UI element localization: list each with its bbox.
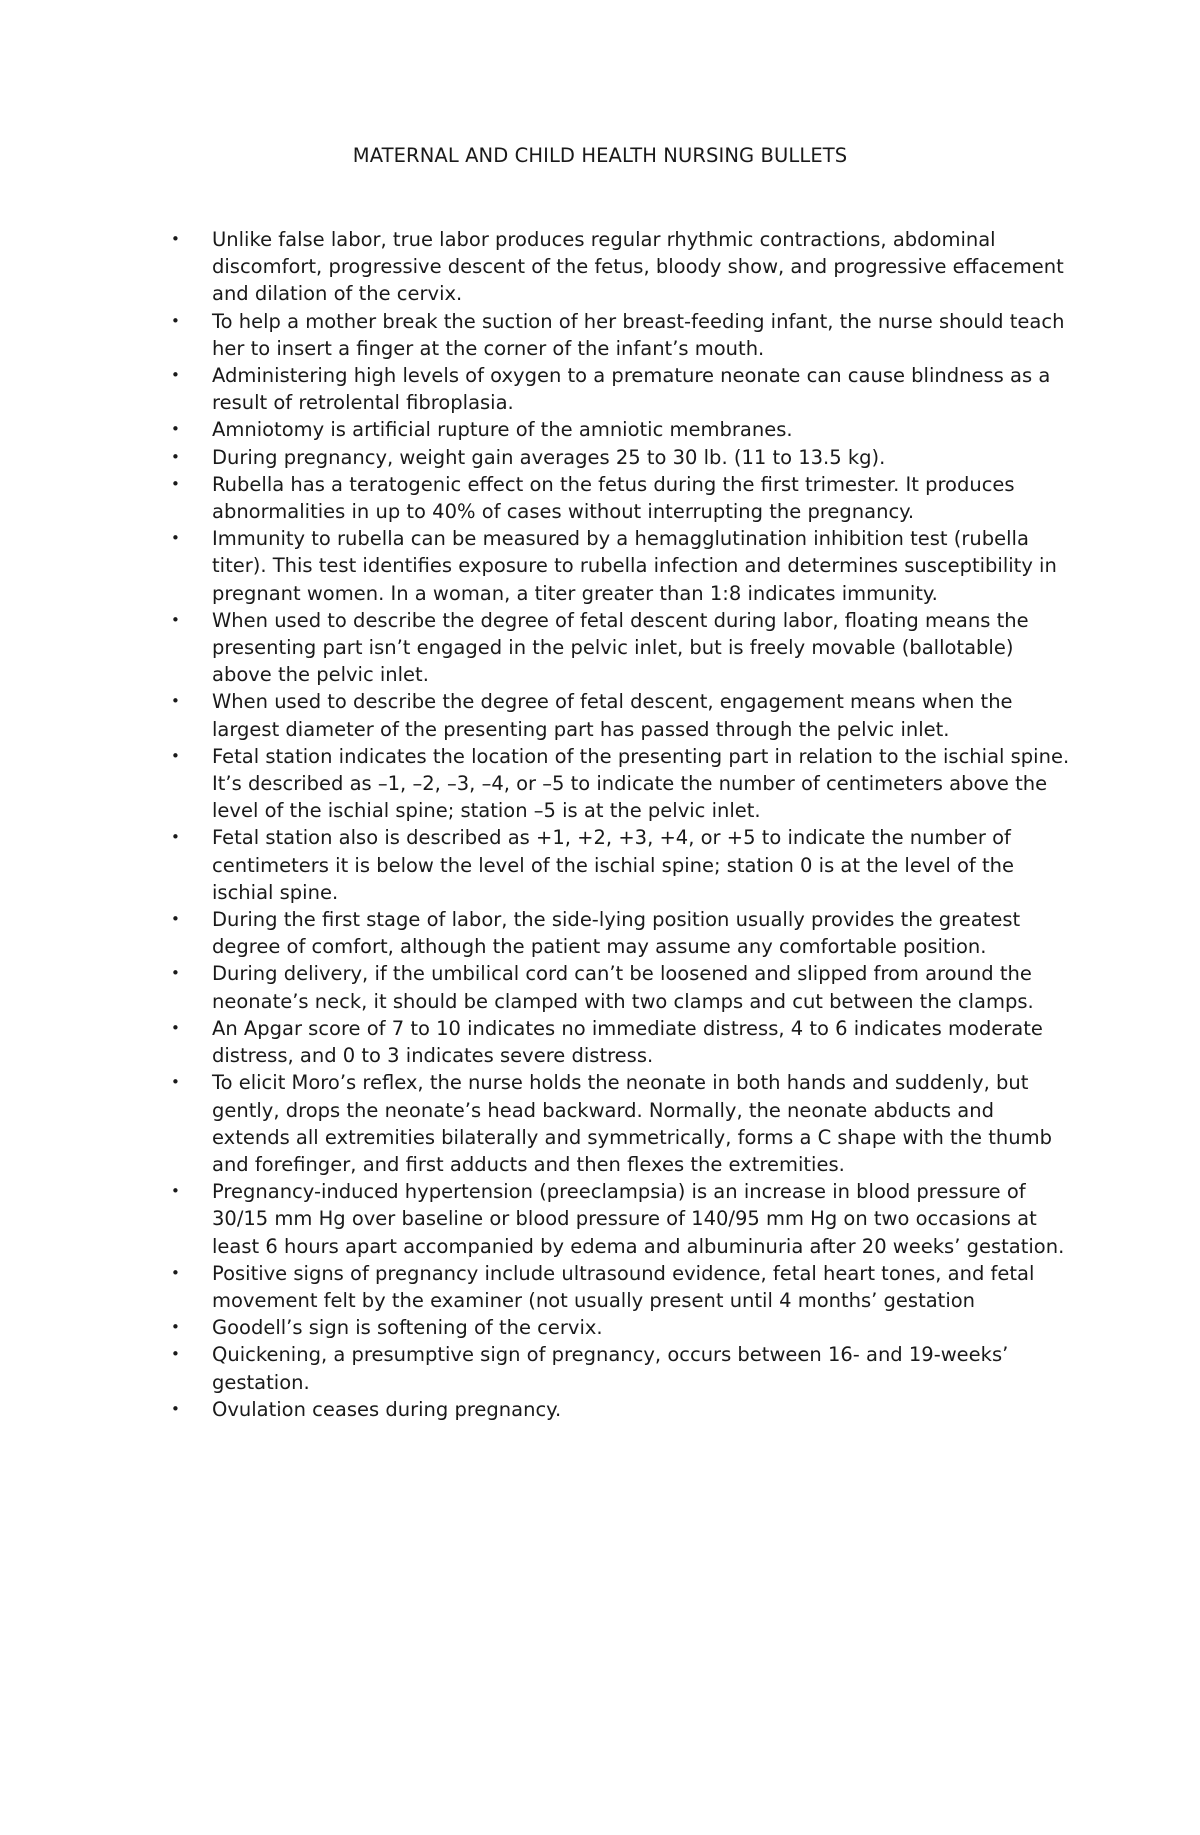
list-item (171, 824, 1071, 906)
list-item (171, 1015, 1071, 1069)
list-item (171, 1341, 1071, 1395)
document-title: MATERNAL AND CHILD HEALTH NURSING BULLETS (352, 144, 848, 167)
bullet-icon: • (171, 1263, 180, 1282)
bullet-text: To help a mother break the suction of her breast-feeding infant, the nurse should teach her to insert a finger at the corner of the infant’s mouth. (212, 309, 1065, 360)
list-item (171, 471, 1071, 525)
list-item (171, 525, 1071, 607)
bullet-text: To elicit Moro’s reflex, the nurse holds the neonate in both hands and suddenly, but gently, drops the neonate’s head backward. Normally, the neonate abducts and extends all extremities bilaterally and symmetrically, forms a C shape with the thumb and forefinger, and first adducts and then flexes the extremities. (212, 1071, 1052, 1176)
bullet-icon: • (171, 1182, 180, 1201)
bullet-icon: • (171, 910, 180, 929)
bullet-text: When used to describe the degree of fetal descent, engagement means when the largest diameter of the presenting part has passed through the pelvic inlet. (212, 690, 1013, 741)
list-item (171, 308, 1071, 362)
bullet-text: Ovulation ceases during pregnancy. (212, 1397, 562, 1421)
bullet-text: Unlike false labor, true labor produces regular rhythmic contractions, abdominal discomfort, progressive descent of the fetus, bloody show, and progressive effacement and dilation of the cervix. (212, 228, 1064, 306)
bullet-icon: • (171, 474, 180, 493)
list-item (171, 1260, 1071, 1314)
bullet-text: Goodell’s sign is softening of the cervix. (212, 1316, 603, 1340)
list-item (171, 906, 1071, 960)
bullet-text: Immunity to rubella can be measured by a hemagglutination inhibition test (rubella titer). This test identifies exposure to rubella infection and determines susceptibility in pregnant women. In a woman, a titer greater than 1:8 indicates immunity. (212, 527, 1057, 605)
bullet-text: Quickening, a presumptive sign of pregnancy, occurs between 16- and 19-weeks’ gestation. (212, 1343, 1009, 1394)
list-item (171, 416, 1071, 443)
bullet-icon: • (171, 230, 180, 248)
bullet-icon: • (171, 610, 180, 629)
bullet-list (171, 226, 1071, 1423)
bullet-icon: • (171, 311, 180, 330)
list-item (171, 743, 1071, 825)
bullet-text: Administering high levels of oxygen to a premature neonate can cause blindness as a result of retrolental fibroplasia. (212, 364, 1051, 415)
bullet-text: When used to describe the degree of fetal descent during labor, floating means the presenting part isn’t engaged in the pelvic inlet, but is freely movable (ballotable) above the pelvic inlet. (212, 608, 1029, 687)
bullet-text: Rubella has a teratogenic effect on the fetus during the first trimester. It produces abnormalities in up to 40% of cases without interrupting the pregnancy. (212, 472, 1015, 524)
bullet-icon: • (171, 828, 180, 847)
bullet-icon: • (171, 420, 180, 439)
bullet-icon: • (171, 366, 180, 385)
bullet-text: Amniotomy is artificial rupture of the amniotic membranes. (212, 418, 793, 442)
list-item (171, 688, 1071, 742)
bullet-text: During delivery, if the umbilical cord can’t be loosened and slipped from around the neonate’s neck, it should be clamped with two clamps and cut between the clamps. (212, 962, 1034, 1013)
bullet-icon: • (171, 447, 180, 466)
bullet-icon: • (171, 964, 180, 983)
list-item (171, 960, 1071, 1014)
bullet-icon: • (171, 1318, 180, 1337)
bullet-text: Fetal station indicates the location of the presenting part in relation to the ischial spine. It’s described as –1, –2, –3, –4, or –5 to indicate the number of centimeters above the level of the ischial spine; station –5 is at the pelvic inlet. (212, 744, 1070, 823)
bullet-text: Fetal station also is described as +1, +2, +3, +4, or +5 to indicate the number of centimeters it is below the level of the ischial spine; station 0 is at the level of the ischial spine. (212, 826, 1014, 904)
list-item (171, 444, 1071, 471)
list-item (171, 226, 1071, 308)
bullet-icon: • (171, 746, 180, 765)
bullet-icon: • (171, 1399, 180, 1418)
list-item (171, 607, 1071, 689)
bullet-icon: • (171, 692, 180, 711)
bullet-text: Pregnancy-induced hypertension (preeclampsia) is an increase in blood pressure of 30/15 mm Hg over baseline or blood pressure of 140/95 mm Hg on two occasions at least 6 hours apart accompanied by edema and albuminuria after 20 weeks’ gestation. (212, 1180, 1065, 1258)
bullet-text: An Apgar score of 7 to 10 indicates no immediate distress, 4 to 6 indicates moderate distress, and 0 to 3 indicates severe distress. (212, 1016, 1043, 1068)
list-item (171, 1314, 1071, 1341)
list-item (171, 1178, 1071, 1260)
bullet-text: During the first stage of labor, the side-lying position usually provides the greatest degree of comfort, although the patient may assume any comfortable position. (212, 908, 1021, 959)
list-item (171, 362, 1071, 416)
bullet-icon: • (171, 529, 180, 548)
list-item (171, 1396, 1071, 1423)
bullet-icon: • (171, 1018, 180, 1037)
bullet-icon: • (171, 1345, 180, 1364)
bullet-text: Positive signs of pregnancy include ultrasound evidence, fetal heart tones, and fetal movement felt by the examiner (not usually present until 4 months’ gestation (212, 1261, 1035, 1312)
bullet-icon: • (171, 1073, 180, 1092)
bullet-text: During pregnancy, weight gain averages 25 to 30 lb. (11 to 13.5 kg). (212, 445, 886, 469)
list-item (171, 1069, 1071, 1178)
